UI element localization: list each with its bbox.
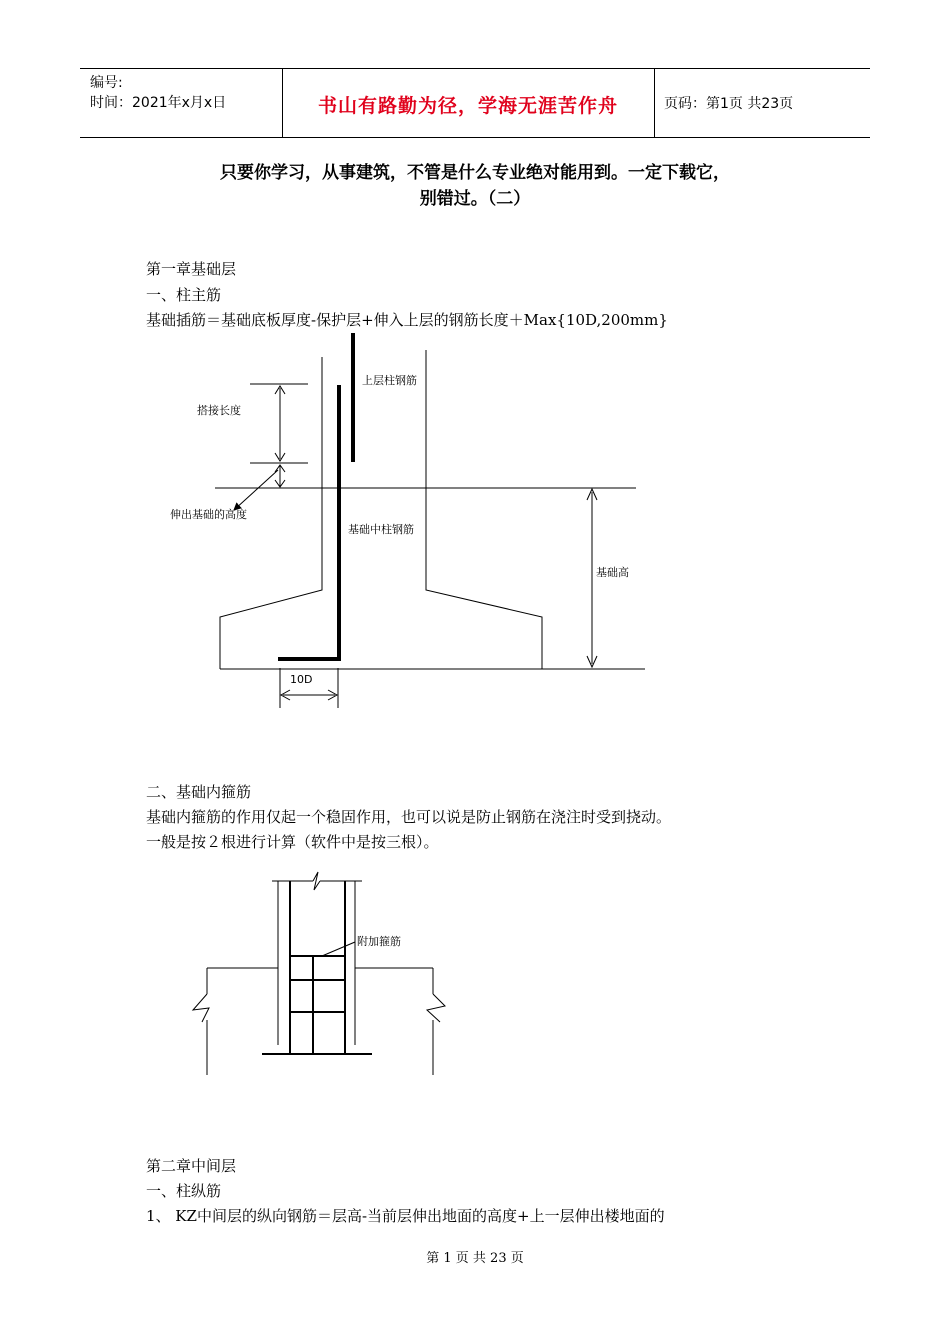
section-2-heading: 二、基础内箍筋 [146,783,252,801]
label-anchor-10d: 10D [290,673,313,686]
date-label: 时间：2021年x月x日 [90,95,227,111]
title-line-2: 别错过。（二） [419,189,531,209]
label-upper-rebar: 上层柱钢筋 [362,374,417,387]
header-motto: 书山有路勤为径，学海无涯苦作舟 [317,95,618,117]
chapter-2-heading: 第二章中间层 [146,1157,237,1175]
section-2-text-1: 基础内箍筋的作用仅起一个稳固作用，也可以说是防止钢筋在浇注时受到挠动。 [146,808,672,826]
stirrup-leader [322,942,355,956]
section-1-formula: 基础插筋＝基础底板厚度-保护层+伸入上层的钢筋长度＋Max{10D,200mm} [146,311,668,329]
break-symbol-right [427,994,445,1022]
serial-label: 编号: [90,75,123,91]
chapter-2-item-1: 1、 KZ中间层的纵向钢筋＝层高-当前层伸出地面的高度+上一层伸出楼地面的 [146,1207,665,1225]
chapter-2-section-1-heading: 一、柱纵筋 [146,1182,222,1200]
label-base-height: 基础高 [596,566,629,579]
extend-height-leader [234,470,278,510]
header-page-info: 页码：第1页 共23页 [664,96,794,112]
label-extra-stirrup: 附加箍筋 [357,935,401,948]
label-lap-length: 搭接长度 [197,404,241,417]
footing-outline-right [426,350,542,669]
label-base-rebar: 基础中柱钢筋 [348,523,414,536]
section-2-text-2: 一般是按２根进行计算（软件中是按三根）。 [146,833,439,851]
base-column-rebar [278,385,339,659]
title-line-1: 只要你学习，从事建筑，不管是什么专业绝对能用到。一定下载它， [220,163,730,183]
chapter-1-heading: 第一章基础层 [146,260,237,278]
page-footer: 第 1 页 共 23 页 [426,1251,524,1266]
break-symbol-left [193,994,209,1022]
stirrup-diagram [0,860,950,1080]
label-extend-height: 伸出基础的高度 [170,508,247,521]
break-symbol-top [313,872,320,890]
stirrup-cage [290,956,345,1054]
section-1-heading: 一、柱主筋 [146,286,222,304]
